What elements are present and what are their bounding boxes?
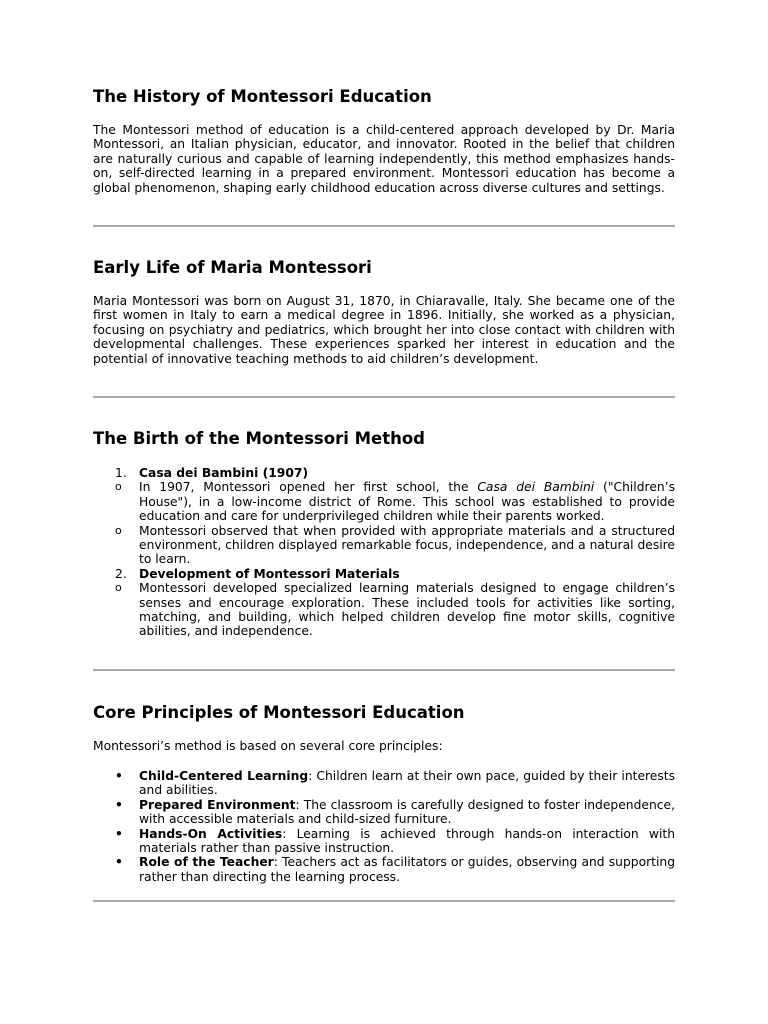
section-divider: [93, 669, 675, 671]
section-divider: [93, 900, 675, 902]
sub-item-text: ("Children’s House"), in a low-income district of Rome. This school was established to provide education and care for underprivileged children while their parents worked.: [139, 480, 675, 524]
principle-description: : Teachers act as facilitators or guides, observing and supporting rather than directing the learning process.: [139, 855, 675, 884]
list-item-title: Casa dei Bambini (1907): [139, 466, 309, 480]
circle-bullet-icon: o: [115, 480, 122, 494]
list-item: [93, 855, 675, 884]
section-divider: [93, 225, 675, 227]
bullet-icon: •: [115, 826, 123, 841]
list-item: [93, 827, 675, 856]
principle-term: Hands-On Activities: [139, 826, 283, 841]
sub-item-text: In 1907, Montessori opened her first school, the: [139, 480, 478, 495]
sub-list-item: [93, 524, 675, 567]
emphasis-text: Casa dei Bambini: [477, 480, 595, 495]
principle-description: : The classroom is carefully designed to foster independence, with accessible materials and child-sized furniture.: [139, 797, 675, 827]
bullet-icon: •: [115, 769, 123, 783]
principle-term: Role of the Teacher: [139, 855, 274, 870]
principle-term: Child-Centered Learning: [139, 769, 309, 783]
numbered-list: [93, 466, 675, 639]
principle-term: Prepared Environment: [139, 797, 296, 812]
sub-list-item: [93, 480, 675, 523]
bullet-icon: •: [115, 797, 123, 812]
list-number: 2.: [115, 566, 127, 581]
principle-description: : Children learn at their own pace, guided by their interests and abilities.: [139, 769, 675, 798]
sub-item-text: Montessori developed specialized learning materials designed to engage children’s senses and encourage exploration. These included tools for activities like sorting, matching, and building, which helped children develop fine motor skills, cognitive abilities, and independence.: [139, 581, 675, 639]
list-number: 1.: [115, 466, 127, 480]
circle-bullet-icon: o: [115, 581, 122, 595]
section-heading-history: The History of Montessori Education: [93, 87, 432, 106]
history-paragraph: The Montessori method of education is a child-centered approach developed by Dr. Maria Montessori, an Italian physician, educator, and innovator. Rooted in the belief that children are naturally curious and capable of learning independently, this method emphasizes hands-on, self-directed learning in a prepared environment. Montessori education has become a global phenomenon, shaping early childhood education across diverse cultures and settings.: [93, 123, 675, 195]
list-item-title: Development of Montessori Materials: [139, 566, 400, 581]
list-item: [93, 567, 675, 581]
list-item: [93, 798, 675, 827]
bullet-list: [93, 769, 675, 884]
early-life-paragraph: Maria Montessori was born on August 31, 1870, in Chiaravalle, Italy. She became one of the first women in Italy to earn a medical degree in 1896. Initially, she worked as a physician, focusing on psychiatry and pediatrics, which brought her into close contact with children with developmental challenges. These experiences sparked her interest in education and the potential of innovative teaching methods to aid children’s development.: [93, 294, 675, 366]
circle-bullet-icon: o: [115, 523, 122, 537]
sub-list-item: [93, 581, 675, 639]
bullet-icon: •: [115, 855, 123, 870]
list-item: [93, 769, 675, 798]
core-intro: Montessori’s method is based on several core principles:: [93, 739, 443, 753]
section-heading-early-life: Early Life of Maria Montessori: [93, 258, 372, 277]
section-heading-birth: The Birth of the Montessori Method: [93, 429, 425, 448]
section-divider: [93, 396, 675, 398]
section-heading-core: Core Principles of Montessori Education: [93, 703, 465, 722]
list-item: [93, 466, 675, 480]
sub-item-text: Montessori observed that when provided with appropriate materials and a structured environment, children displayed remarkable focus, independence, and a natural desire to learn.: [139, 523, 675, 567]
principle-description: : Learning is achieved through hands-on interaction with materials rather than passive instruction.: [139, 826, 675, 856]
